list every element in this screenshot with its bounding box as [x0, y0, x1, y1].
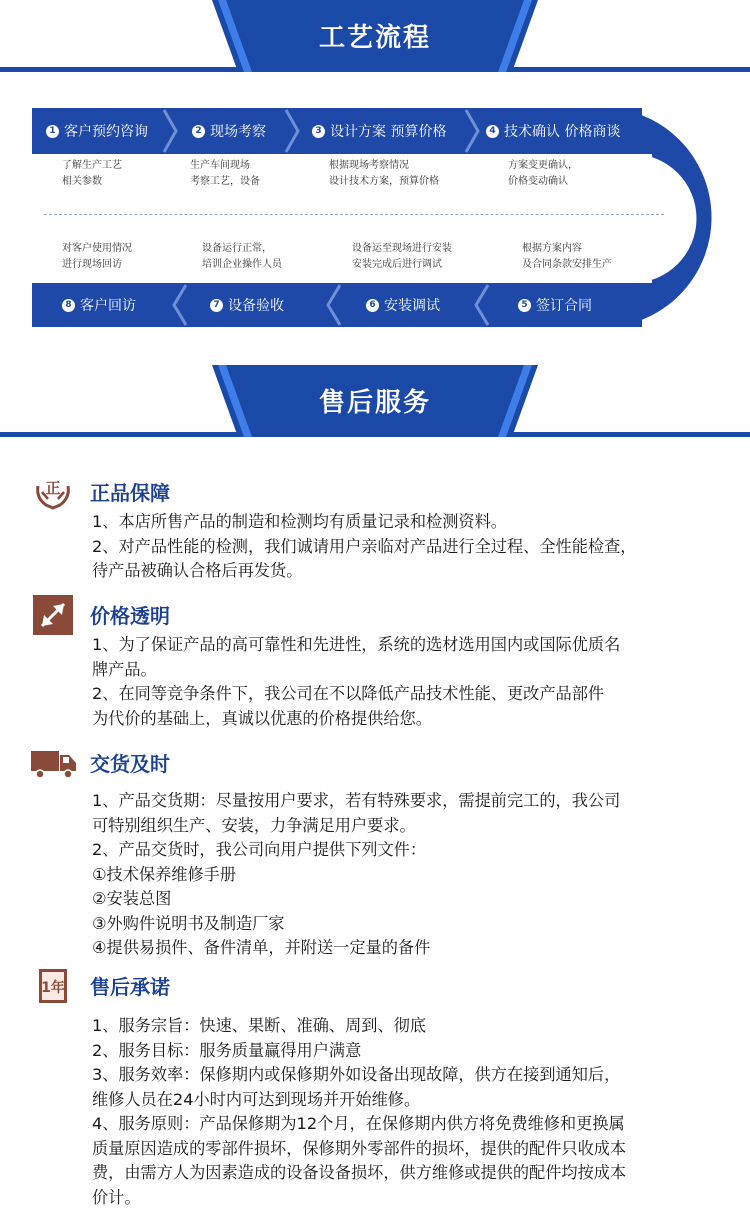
section-body: 1、本店所售产品的制造和检测均有质量记录和检测资料。 2、对产品性能的检测，我们诚请用户亲临对产品进行全过程、全性能检查， 待产品被确认合格后再发货。: [92, 512, 637, 580]
handshake-zheng-icon: [33, 472, 73, 512]
diagonal-arrow-icon: [33, 595, 73, 635]
process-step-5: 5 签订合同: [518, 283, 592, 327]
process-desc-8: 对客户使用情况 进行现场回访: [62, 243, 132, 270]
chevron-left-icon: [324, 283, 344, 327]
process-desc-2: 生产车间现场 考察工艺，设备: [190, 160, 260, 187]
process-desc-6: 设备运至现场进行安装 安装完成后进行调试: [352, 243, 452, 270]
section-body: 1、服务宗旨：快速、果断、准确、周到、彻底 2、服务目标：服务质量赢得用户满意 3、服务效率：保修期内或保修期外如设备出现故障，供方在接到通知后， 维修人员在24小时内可达到现场并开始维修。 4、服务原则：产品保修期为12个月，在保修期内供方将免费维修和更换属 质量原因造成的零部件损坏，保修期外零部件的损坏，提供的配件只收成本 费，由需方人为因素造成的设备设备损坏，供方维修或提供的配件均按成本 价计。: [92, 1016, 627, 1207]
process-desc-7: 设备运行正常， 培训企业操作人员: [202, 243, 282, 270]
process-flow: [32, 108, 722, 328]
process-step-1: 1 客户预约咨询: [46, 108, 148, 154]
process-step-7: 7 设备验收: [210, 283, 284, 327]
process-desc-3: 根据现场考察情况 设计技术方案，预算价格: [329, 160, 439, 187]
process-step-8: 8 客户回访: [62, 283, 136, 327]
section-body: 1、为了保证产品的高可靠性和先进性，系统的选材选用国内或国际优质名 牌产品。 2、在同等竞争条件下，我公司在不以降低产品技术性能、更改产品部件 为代价的基础上，真诚以优惠的价格提供给您。: [92, 635, 621, 728]
section-heading: 价格透明: [90, 604, 170, 628]
process-step-4: 4 技术确认 价格商谈: [486, 108, 620, 154]
chevron-left-icon: [472, 283, 492, 327]
process-banner: [0, 0, 750, 76]
svg-text:1年: 1年: [41, 980, 65, 996]
section-body: 1、产品交货期：尽量按用户要求，若有特殊要求，需提前完工的，我公司 可特别组织生产、安装，力争满足用户要求。 2、产品交货时，我公司向用户提供下列文件： ①技术保养维修手册 ②安装总图 ③外购件说明书及制造厂家 ④提供易损件、备件清单，并附送一定量的备件: [92, 791, 621, 957]
truck-icon: [31, 743, 77, 783]
chevron-right-icon: [160, 108, 180, 154]
process-desc-4: 方案变更确认， 价格变动确认: [508, 160, 578, 187]
process-step-3: 3 设计方案 预算价格: [312, 108, 446, 154]
process-title: 工艺流程: [318, 23, 431, 53]
process-step-6: 6 安装调试: [366, 283, 440, 327]
chevron-right-icon: [282, 108, 302, 154]
process-desc-1: 了解生产工艺 相关参数: [62, 160, 122, 187]
chevron-right-icon: [462, 108, 482, 154]
process-step-2: 2 现场考察: [192, 108, 266, 154]
svg-text:正: 正: [45, 479, 61, 497]
chevron-left-icon: [170, 283, 190, 327]
section-heading: 售后承诺: [90, 975, 170, 999]
section-heading: 正品保障: [90, 481, 170, 505]
calendar-1year-icon: [33, 966, 73, 1006]
flow-divider: [44, 214, 664, 215]
process-desc-5: 根据方案内容 及合同条款安排生产: [522, 243, 612, 270]
section-heading: 交货及时: [90, 752, 170, 776]
aftersales-banner: [0, 365, 750, 441]
aftersales-title: 售后服务: [318, 388, 431, 418]
